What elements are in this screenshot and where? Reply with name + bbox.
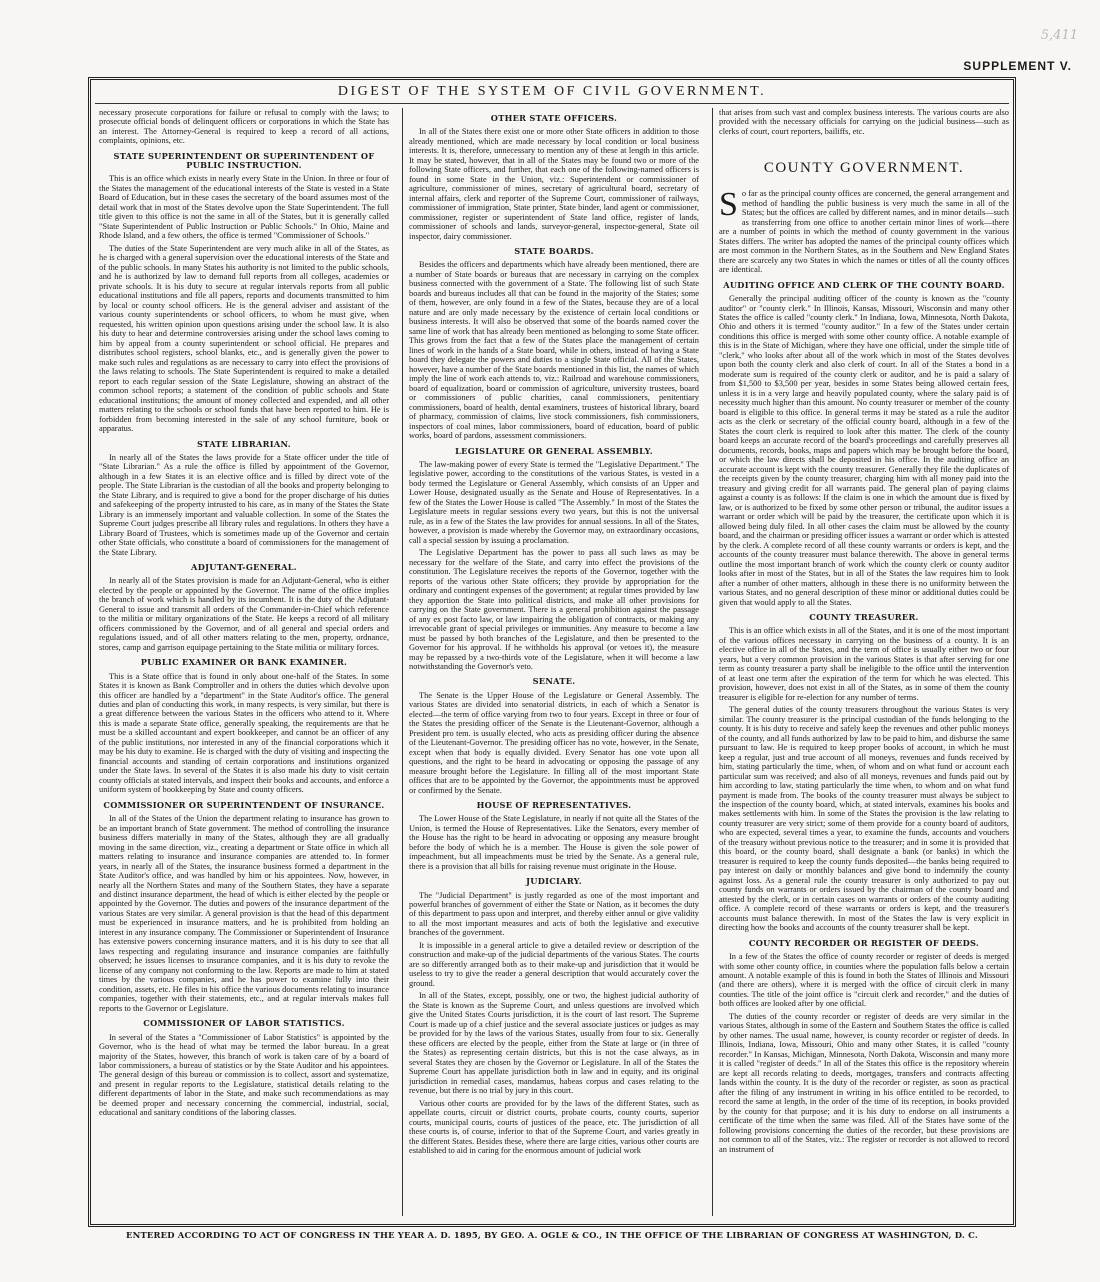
page-frame xyxy=(88,77,1016,1227)
section-heading: STATE SUPERINTENDENT OR SUPERINTENDENT OF PUBLIC INSTRUCTION. xyxy=(113,150,375,171)
paragraph: This is an office which exists in all of the States, and it is one of the most important of the various offices necessary in carrying on the business of a county. It is an elective office in all of the States, and the term of office is usually either two or four years, but a very common provision in the various States is that after serving for one term as county treasurer a party shall be ineligible to the office until the intervention of at least one term after the expiration of the term for which he was elected. This provision, however, does not exist in all of the States, as in some of them the county treasurer is eligible for re-election for any number of terms. xyxy=(719,626,1009,702)
paragraph: In several of the States a "Commissioner of Labor Statistics" is appointed by the Governor, who is the head of what may be termed the labor bureau. In a great majority of the States, however, this branch of work is taken care of by a board of labor commissioners, a bureau of statistics or by the State Auditor and his appointees. The general design of this bureau or commission is to collect, assort and systematize, and present in regular reports to the Legislature, statistical details relating to the different departments of labor in the State, and make such recommendations as may be deemed proper and necessary concerning the commercial, industrial, social, educational and sanitary conditions of the laboring classes. xyxy=(99,1032,389,1118)
pencil-mark: 5,411 xyxy=(1040,28,1078,43)
title-divider xyxy=(95,103,1009,104)
paragraph: The duties of the county recorder or register of deeds are very similar in the various States, although in some of the Eastern and Southern States the office is called by other names. The usual name, however, is county recorder or register of deeds. In Illinois, Indiana, Iowa, Missouri, Ohio and many other States, it is called "county recorder." In Kansas, Michigan, Minnesota, North Dakota, Wisconsin and many more it is called "register of deeds." In all of the States this office is the repository wherein are kept all records relating to deeds, mortgages, transfers and contracts affecting lands within the county. It is the duty of the recorder or register, as soon as practical after the filing of any instrument in writing in his office entitled to be recorded, to record the same at length, in the order of the time of its reception, in books provided by the county for that purpose; and it is his duty to endorse on all instruments a certificate of the time when the same was filed. All of the States have some of the following provisions concerning the duties of the recorder, but these provisions are not common to all of the States, viz.: The register or recorder is not allowed to record an instrument of xyxy=(719,1011,1009,1154)
section-heading: SENATE. xyxy=(532,676,576,687)
county-government-heading: COUNTY GOVERNMENT. xyxy=(763,160,965,177)
supplement-label: SUPPLEMENT V. xyxy=(963,59,1072,73)
paragraph: The "Judicial Department" is justly regarded as one of the most important and powerful branches of government of either the State or Nation, as it becomes the duty of this department to pass upon and interpret, and thereby either annul or give validity to all the most important measures and acts of both the legislative and executive branches of the government. xyxy=(409,890,699,938)
section-heading: AUDITING OFFICE AND CLERK OF THE COUNTY BOARD. xyxy=(723,279,1005,290)
section-heading: COUNTY RECORDER OR REGISTER OF DEEDS. xyxy=(748,937,980,948)
section-heading: COMMISSIONER OR SUPERINTENDENT OF INSURANCE. xyxy=(103,799,385,810)
section-heading: PUBLIC EXAMINER OR BANK EXAMINER. xyxy=(140,657,348,668)
paragraph: In all of the States there exist one or more other State officers in addition to those already mentioned, which are made necessary by local condition or local business interests. It is, therefore, unnecessary to mention any of these at length in this article. It may be stated, however, that in all of the States may be found two or more of the following State officers, and further, that each one of the following-named officers is found in some State in the Union, viz.: Superintendent or commissioner of agriculture, commissioner of mines, secretary of agricultural board, secretary of internal affairs, clerk and reporter of the Supreme Court, commissioner of railways, commissioner of immigration, State printer, State binder, land agent or commissioner, commissioner, register or superintendent of State land office, register of lands, commissioner of schools and lands, surveyor-general, inspector-general, State oil inspector, dairy commissioner. xyxy=(409,127,699,241)
section-heading: STATE BOARDS. xyxy=(514,246,594,257)
column-divider xyxy=(712,108,713,1216)
paragraph: Generally the principal auditing officer of the county is known as the "county auditor" or "county clerk." In Illinois, Kansas, Missouri, Wisconsin and many other States the office is called "county clerk." In Indiana, Iowa, Minnesota, North Dakota, Ohio and others it is termed "county auditor." In a few of the States under certain conditions this office is merged with some other county office. A notable example of this is in the State of Michigan, where they have one official, under the simple title of "clerk," who looks after about all of the work which in most of the States devolves upon both the county clerk and also clerk of court. In all of the States a bond in a moderate sum is required of the county clerk or auditor, and he is paid a salary of from $1,500 to $3,500 per year, besides in some States being allowed certain fees, unless it is in a very large and heavily populated county, where the salary paid is of necessity much higher than this amount. No county treasurer or member of the county board is eligible to this office. In general terms it may be stated as a rule the auditor acts as the clerk or secretary of the official county board, although in a few of the States the court clerk is required to look after this matter. The clerk of the county board keeps an accurate record of the board's proceedings and carefully preserves all documents, records, books, maps and papers which may be brought before the board, or which the law directs shall be deposited in his office. In the auditing office an accurate account is kept with the county treasurer. Generally they file the duplicates of the receipts given by the county treasurer, charging him with all money paid into the treasury and giving credit for all warrants paid. The general plan of paying claims against a county is as follows: If the claim is one in which the amount due is fixed by law, or is authorized to be fixed by some other person or tribunal, the auditor issues a warrant or order which will be paid by the treasurer, the certificate upon which it is allowed being duly filed. In all other cases the claim must be allowed by the county board, and the chairman or presiding officer issues a warrant or order which is attested by the clerk. A complete record of all these county warrants or orders is kept, and the accounts of the county treasurer must balance therewith. The above in general terms outline the most important branch of work which the county clerk or county auditor looks after in most of the States, but in all of the States the law requires him to look after a number of other matters, although in these there is no uniformity between the various States, and no general description of these minor or additional duties could be given that would apply to all the States. xyxy=(719,294,1009,607)
paragraph: In a few of the States the office of county recorder or register of deeds is merged with some other county office, in counties where the population falls below a certain amount. A notable example of this is found in both the States of Illinois and Missouri (and there are others), where it is merged with the office of circuit clerk in many counties. The title of the joint office is "circuit clerk and recorder," and the duties of both offices are looked after by one official. xyxy=(719,952,1009,1009)
section-heading: JUDICIARY. xyxy=(526,876,582,887)
paragraph: The Legislative Department has the power to pass all such laws as may be necessary for the welfare of the State, and carry into effect the provisions of the constitution. The Legislature receives the reports of the Governor, together with the reports of the various other State officers; they provide by appropriation for the ordinary and contingent expenses of the government; at regular times provided by law they apportion the State into political districts, and make all other provisions for carrying on the State government. There is a general prohibition against the passage of any ex post facto law, or law impairing the obligation of contracts, or making any irrevocable grant of special privileges or immunities. Any measure to become a law must be passed by both branches of the Legislature, and then be presented to the Governor for his approval. If he withholds his approval (or vetoes it), the measure may be repassed by a two-thirds vote of the Legislature, when it will become a law notwithstanding the Governor's veto. xyxy=(409,548,699,671)
drop-cap: S xyxy=(719,186,738,224)
column-middle xyxy=(409,108,699,1216)
page-title: DIGEST OF THE SYSTEM OF CIVIL GOVERNMENT. xyxy=(337,84,767,99)
paragraph: The Lower House of the State Legislature, in nearly if not quite all the States of the Union, is termed the House of Representatives. Like the Senators, every member of the House has the right to be heard in advocating or opposing any measure brought before the body of which he is a member. The House is given the sole power of impeachment, but all impeachments must be tried by the Senate. As a general rule, there is a provision that all bills for raising revenue must originate in the House. xyxy=(409,814,699,871)
paragraph: In all of the States, except, possibly, one or two, the highest judicial authority of the State is known as the Supreme Court, and unless questions are involved which give the United States Courts jurisdiction, it is the court of last resort. The Supreme Court is made up of a chief justice and the several associate justices or judges as may be provided for by the laws of the various States, usually from four to six. Generally these officers are elected by the people, either from the State at large or (in three of the States) as representing certain districts, but this is not the case always, as in several States they are chosen by the Governor or Legislature. In all of the States the Supreme Court has appellate jurisdiction both in law and in equity, and its original jurisdiction in remedial cases, mandamus, habeas corpus and cases relating to the revenue, but there is no trial by jury in this court. xyxy=(409,991,699,1096)
paragraph: The general duties of the county treasurers throughout the various States is very similar. The county treasurer is the principal custodian of the funds belonging to the county. It is his duty to receive and safely keep the revenues and other public moneys of the county, and all funds authorized by law to be paid to him, and disburse the same pursuant to law. He is required to keep proper books of account, in which he must keep a regular, just and true account of all moneys, revenues and funds received by him, stating particularly the time, when, of whom and on what fund or account each particular sum was received; and also of all moneys, revenues and funds paid out by him according to law, stating particularly the time when, to whom and on what fund payment is made from. The books of the county treasurer must always be subject to the inspection of the county board, which, at stated intervals, examines his books and makes settlements with him. In some of the States the provision is the law relating to county treasurer are very strict; some of them provide for a county board of auditors, who are expected, several times a year, to examine the funds, accounts and vouchers of the treasury without previous notice to the treasurer; and in some it is provided that this board, or the county board, shall designate a bank (or banks) in which the treasurer is required to keep the county funds deposited—the banks being required to pay interest on daily or monthly balances and give bond to indemnify the county against loss. As a general rule the county treasurer is only authorized to pay out county funds on warrants or orders issued by the chairman of the county board and attested by the clerk, or in certain cases on warrants or orders of the county auditing office. A complete record of these warrants or orders is kept, and the treasurer's accounts must balance therewith. In most of the States the law is very explicit in directing how the books and accounts of the county treasurer shall be kept. xyxy=(719,705,1009,933)
paragraph: In nearly all of the States provision is made for an Adjutant-General, who is either elected by the people or appointed by the Governor. The name of the office implies the branch of work which is handled by its incumbent. It is the duty of the Adjutant-General to issue and transmit all orders of the Commander-in-Chief which reference to the militia or military organizations of the State. He keeps a record of all military officers commissioned by the Governor, and of all general and special orders and regulations issued, and of all other matters relating to the men, property, ordnance, stores, camp and garrison equipage pertaining to the State militia or military forces. xyxy=(99,576,389,652)
paragraph: This is a State office that is found in only about one-half of the States. In some States it is known as Bank Comptroller and in others the duties which devolve upon this officer are handled by a "department" in the State Auditor's office. The general duties and plan of conducting this work, in many respects, is very similar, but there is a great difference between the various States in the officers who attend to it. Where this is made a separate State office, generally speaking, the requirements are that he must be a skilled accountant and expert bookkeeper, and cannot be an officer of any of the public institutions, nor interested in any of the financial corporations which it may be his duty to examine. He is charged with the duty of visiting and inspecting the financial accounts and standing of certain corporations and institutions organized under the State laws. In several of the States it is also made his duty to visit certain county officials at stated intervals, and inspect their books and accounts, and enforce a uniform system of bookkeeping by State and county officers. xyxy=(99,671,389,795)
paragraph: Various other courts are provided for by the laws of the different States, such as appellate courts, circuit or district courts, probate courts, county courts, superior courts, municipal courts, courts of justices of the peace, etc. The jurisdiction of all these courts is, of course, inferior to that of the Supreme Court, and varies greatly in the different States. Besides these, where there are large cities, various other courts are established to aid in caring for the enormous amount of judicial work xyxy=(409,1098,699,1156)
column-right xyxy=(719,108,1009,1216)
column-left xyxy=(99,108,389,1216)
paragraph: necessary prosecute corporations for failure or refusal to comply with the laws; to prosecute official bonds of delinquent officers or corporations in which the State has an interest. The Attorney-General is required to keep a record of all actions, complaints, opinions, etc. xyxy=(99,108,389,146)
paragraph: The Senate is the Upper House of the Legislature or General Assembly. The various States are divided into senatorial districts, in each of which a Senator is elected—the term of office varying from two to four years. Except in three or four of the States the presiding officer of the Senate is the Lieutenant-Governor, although a President pro tem. is usually elected, who acts as presiding officer during the absence of the Lieutenant-Governor. The presiding officer has no vote, however, in the Senate, except when that body is equally divided. Every Senator has one vote upon all questions, and the right to be heard in advocating or opposing the passage of any measure brought before the Legislature. In filling all of the most important State offices that are to be appointed by the Governor, the appointments must be approved or confirmed by the Senate. xyxy=(409,690,699,795)
paragraph: In nearly all of the States the laws provide for a State officer under the title of "State Librarian." As a rule the office is filled by appointment of the Governor, although in a few States it is an elective office and is filled by direct vote of the people. The State Librarian is the custodian of all the books and property belonging to the State Library, and is required to give a bond for the proper discharge of his duties and safekeeping of the property intrusted to his care, as in many of the States the State Library is an immensely important and valuable collection. In some of the States the Supreme Court judges prescribe all library rules and regulations. In others they have a Library Board of Trustees, which is sometimes made up of the Governor and certain other State officials, who constitute a board of commissioners for the management of the State Library. xyxy=(99,452,389,557)
section-heading: ADJUTANT-GENERAL. xyxy=(191,562,297,573)
copyright-footer: ENTERED ACCORDING TO ACT OF CONGRESS IN THE YEAR A. D. 1895, BY GEO. A. OGLE & CO., IN THE OFFICE OF THE LIBRARIAN OF CONGRESS AT WASHINGTON, D. C. xyxy=(126,1230,978,1240)
paragraph: The law-making power of every State is termed the "Legislative Department." The legislative power, according to the constitutions of the various States, is vested in a body termed the Legislature or General Assembly, which consists of an Upper and Lower House, designated usually as the Senate and House of Representatives. In a few of the States the Lower House is called "The Assembly." In most of the States the Legislature meets in regular sessions every two years, but this is not the universal rule, as in a few of the States the law provides for annual sessions. In all of the States, however, a provision is made whereby the Governor may, on extraordinary occasions, call a special session by issuing a proclamation. xyxy=(409,459,699,545)
section-heading: OTHER STATE OFFICERS. xyxy=(490,113,618,123)
intro-text: o far as the principal county offices are concerned, the general arrangement and method of handling the public business is very much the same in all of the States; but the offices are called by different names, and in minor details—such as transferring from one office to another certain minor lines of work—there are a number of points in which the method of county government in the various States differs. The writer has adopted the names of the principal county offices which are most common in the Northern States, as in the Southern and New England States there are scarcely any two States in which the names or titles of all the county offices are identical. xyxy=(719,189,1009,275)
section-heading: LEGISLATURE OR GENERAL ASSEMBLY. xyxy=(455,445,653,456)
paragraph: The duties of the State Superintendent are very much alike in all of the States, as he is charged with a general supervision over the educational interests of the State and of the public schools. In many States his authority is not limited to the public schools, and he is authorized by law to demand full reports from all colleges, academies or private schools. It is his duty to secure at regular intervals reports from all public educational institutions and file all papers, reports and documents transmitted to him by local or county school officers. He is the general adviser and assistant of the various county superintendents or school officers, to whom he must give, when requested, his written opinion upon questions arising under the school law. It is also his duty to hear and determine controversies arising under the school laws coming to him by appeal from a county superintendent or school official. He prepares and distributes school registers, school blanks, etc., and is generally given the power to make such rules and regulations as are necessary to carry into effect the provisions of the laws relating to schools. The State Superintendent is required to make a detailed report to each regular session of the State Legislature, showing an abstract of the common school reports; a statement of the condition of public schools and State educational institutions; the amount of money collected and expended, and all other matters relating to the schools or school funds that have been reported to him. He is forbidden from becoming interested in the sale of any school furniture, book or apparatus. xyxy=(99,243,389,434)
section-heading: STATE LIBRARIAN. xyxy=(197,438,291,449)
paragraph: Besides the officers and departments which have already been mentioned, there are a number of State boards or bureaus that are necessary in carrying on the complex business connected with the government of a State. The following list of such State boards and bureaus includes all that can be found in the majority of the States; some of them, however, are only found in a few of the States, because they are of a local nature and are only made necessary by the existence of certain local conditions or business interests. It will also be observed that some of the boards named cover the same line of work that has already been mentioned as belonging to some State officer. This grows from the fact that a few of the States place the management of certain lines of work in the hands of a State board, while in others, instead of having a State board they delegate the powers and duties to a single State official. All of the States, however, have a number of the State boards mentioned in this list, the names of which imply the line of work each attends to, viz.: Railroad and warehouse commissioners, board of equalization, board or commission of agriculture, university trustees, board or commissioners of public charities, canal commissioners, penitentiary commissioners, board of health, dental examiners, trustees of historical library, board of pharmacy, commission of claims, live stock commissioners, fish commissioners, inspectors of coal mines, labor commissioners, board of education, board of public works, board of pardons, assessment commissioners. xyxy=(409,260,699,441)
section-heading: COUNTY TREASURER. xyxy=(809,612,919,622)
paragraph: In all of the States of the Union the department relating to insurance has grown to be an important branch of State government. The method of controlling the insurance business differs materially in many of the States, although they are all gradually moving in the same direction, viz., creating a department or State office in which all matters relating to insurance and insurance companies are attended to. In former years, in nearly all of the States, the insurance business formed a department in the State Auditor's office, and was handled by him or his appointees. Now, however, in nearly all the Northern States and many of the Southern States, they have a separate and distinct insurance department, the head of which is either elected by the people or appointed by the Governor. The duties and powers of the insurance department of the various States are very similar. A general provision is that the head of this department must be experienced in insurance matters, and he is prohibited from holding an interest in any insurance company. The Commissioner or Superintendent of Insurance has extensive powers concerning insurance matters, and it is his duty to see that all laws respecting and regulating insurance and insurance companies are faithfully observed; he issues licenses to insurance companies, and it is his duty to revoke the license of any company not conforming to the law. Reports are made to him at stated times by the various companies, and he has power to examine fully into their condition, assets, etc. He files in his office the various documents relating to insurance companies, together with their statements, etc., and at regular intervals makes full reports to the Governor or Legislature. xyxy=(99,814,389,1013)
intro-paragraph xyxy=(719,186,1009,275)
column-divider xyxy=(402,108,403,1216)
section-heading: COMMISSIONER OF LABOR STATISTICS. xyxy=(143,1018,345,1029)
paragraph: that arises from such vast and complex business interests. The various courts are also provided with the necessary officials for carrying on the judicial business—such as clerks of court, court reporters, bailiffs, etc. xyxy=(719,108,1009,136)
paragraph: This is an office which exists in nearly every State in the Union. In three or four of the States the management of the educational interests of the State is vested in a State Board of Education, but in these cases the secretary of the board assumes most of the detail work that in most of the States devolve upon the State Superintendent. The full title given to this office is not the same in all of the States, but it is generally called "State Superintendent of Public Instruction or Public Schools." In Ohio, Maine and Rhode Island, and a few others, the office is termed "Commissioner of Schools." xyxy=(99,174,389,241)
paragraph: It is impossible in a general article to give a detailed review or description of the construction and make-up of the judicial departments of the various States. The courts are so differently arranged both as to their make-up and jurisdiction that it would be useless to try to give the reader a general description that would accurately cover the ground. xyxy=(409,940,699,988)
section-heading: HOUSE OF REPRESENTATIVES. xyxy=(476,800,632,811)
